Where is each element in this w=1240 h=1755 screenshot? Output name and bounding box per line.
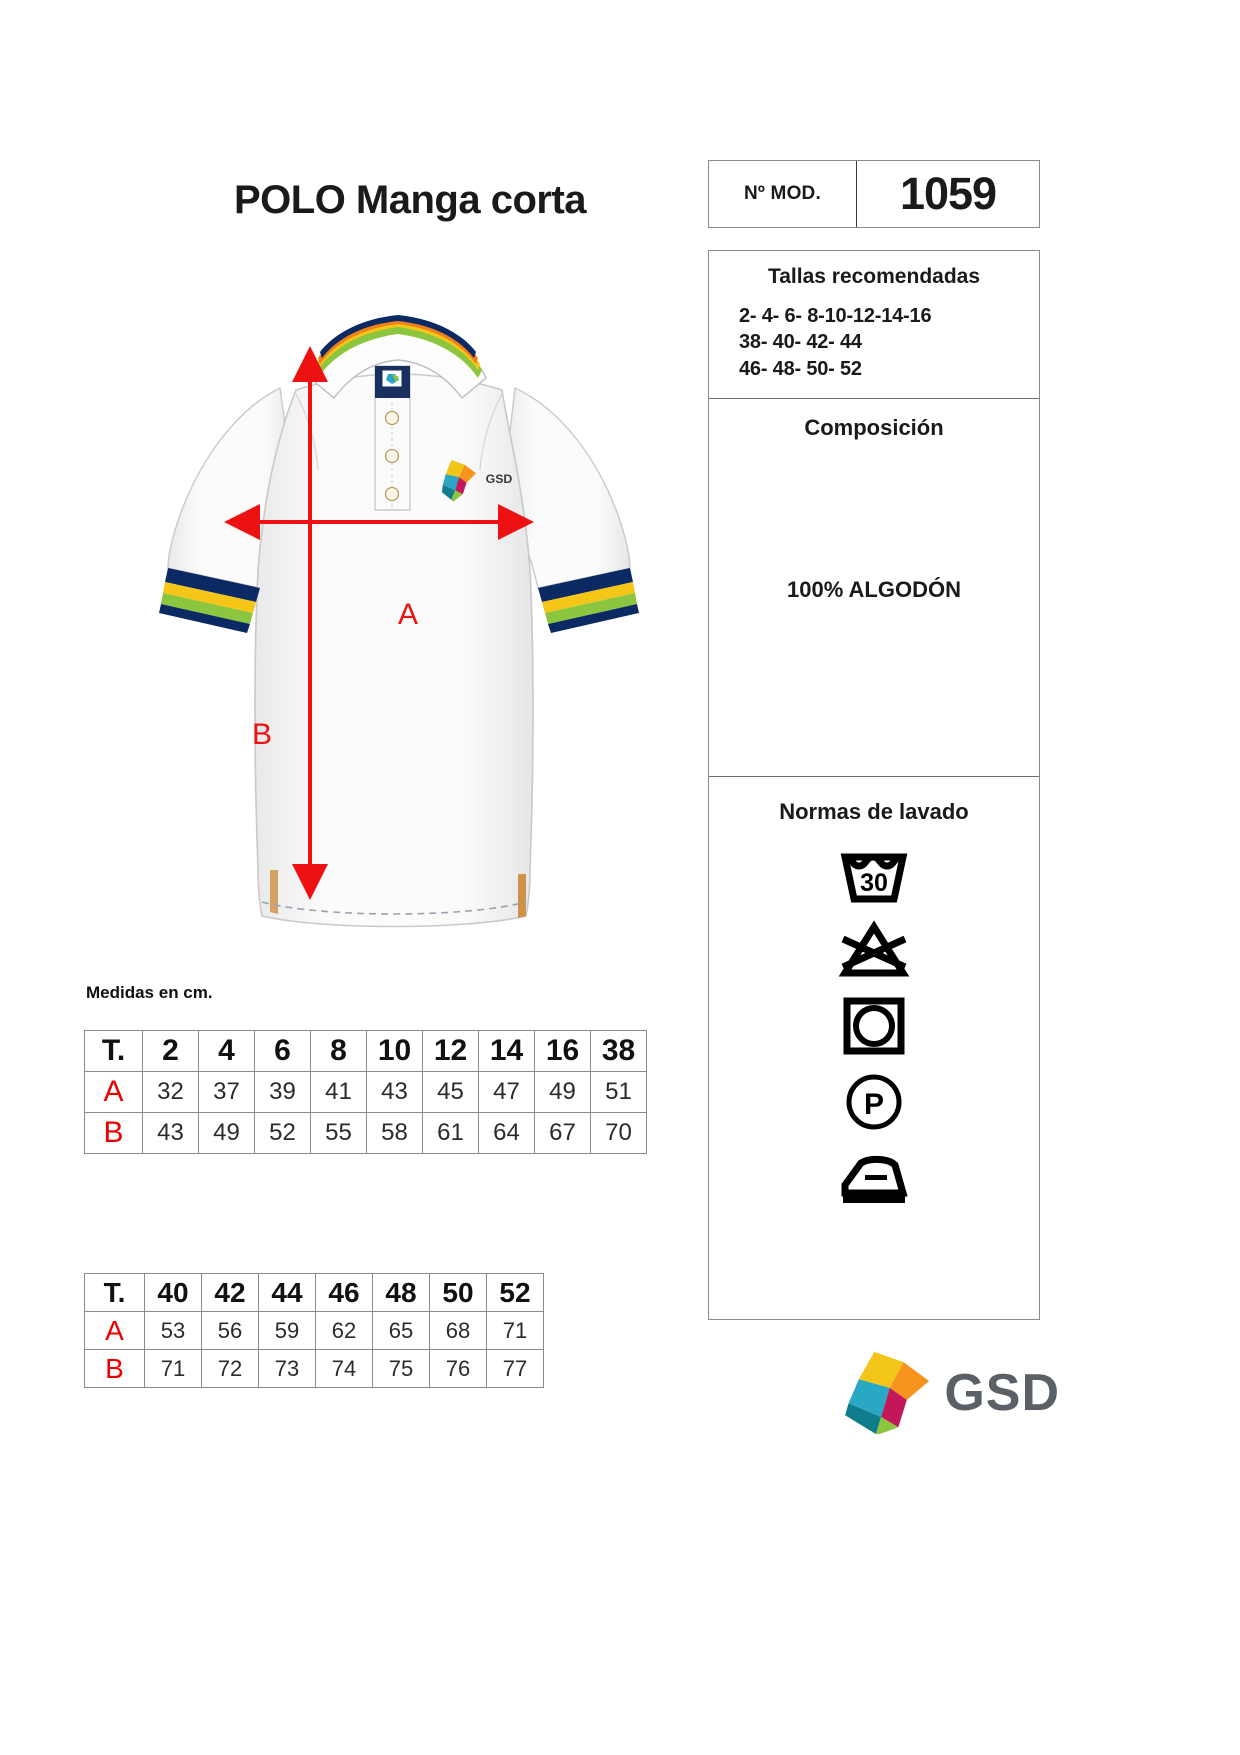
table-cell: 71 xyxy=(487,1312,544,1350)
composition-value: 100% ALGODÓN xyxy=(786,577,961,603)
page-title: POLO Manga corta xyxy=(233,178,587,222)
composition-section xyxy=(709,399,1039,777)
table-cell: 75 xyxy=(373,1350,430,1388)
table-header-cell: 8 xyxy=(311,1031,367,1072)
table-header-cell: T. xyxy=(85,1274,145,1312)
table-cell: 67 xyxy=(535,1113,591,1154)
table-header-cell: 46 xyxy=(316,1274,373,1312)
dry-clean-letter-text: P xyxy=(863,1088,885,1122)
table-cell: 58 xyxy=(367,1113,423,1154)
table-row xyxy=(85,1312,544,1350)
size-table-adults xyxy=(84,1273,544,1388)
table-cell: 65 xyxy=(373,1312,430,1350)
table-header-cell: 40 xyxy=(145,1274,202,1312)
model-number-label: Nº MOD. xyxy=(709,161,857,227)
model-number-value: 1059 xyxy=(899,168,997,219)
table-cell: 45 xyxy=(423,1072,479,1113)
table-header-cell: 2 xyxy=(143,1031,199,1072)
table-header-cell: 14 xyxy=(479,1031,535,1072)
table-cell: 41 xyxy=(311,1072,367,1113)
table-cell: 61 xyxy=(423,1113,479,1154)
table-cell: 59 xyxy=(259,1312,316,1350)
table-header-cell: 38 xyxy=(591,1031,647,1072)
table-header-cell: 6 xyxy=(255,1031,311,1072)
table-row-label: A xyxy=(85,1072,143,1113)
table-cell: 49 xyxy=(535,1072,591,1113)
table-cell: 43 xyxy=(367,1072,423,1113)
table-row xyxy=(85,1113,647,1154)
table-cell: 64 xyxy=(479,1113,535,1154)
recommended-sizes-line: 38- 40- 42- 44 xyxy=(739,331,862,354)
table-cell: 49 xyxy=(199,1113,255,1154)
table-header-cell: 44 xyxy=(259,1274,316,1312)
table-header-cell: 48 xyxy=(373,1274,430,1312)
table-header-cell: 42 xyxy=(202,1274,259,1312)
tumble-dry-icon xyxy=(835,995,913,1057)
table-cell: 55 xyxy=(311,1113,367,1154)
measure-label-b: B xyxy=(252,718,273,751)
table-header-cell: T. xyxy=(85,1031,143,1072)
table-cell: 47 xyxy=(479,1072,535,1113)
table-cell: 71 xyxy=(145,1350,202,1388)
iron-icon xyxy=(835,1147,913,1209)
gsd-logo-mark xyxy=(840,1343,934,1443)
composition-heading: Composición xyxy=(804,415,944,441)
table-row-label: B xyxy=(85,1350,145,1388)
table-header-cell: 52 xyxy=(487,1274,544,1312)
table-cell: 51 xyxy=(591,1072,647,1113)
table-row-label: B xyxy=(85,1113,143,1154)
table-row xyxy=(85,1072,647,1113)
table-cell: 73 xyxy=(259,1350,316,1388)
table-cell: 70 xyxy=(591,1113,647,1154)
table-row xyxy=(85,1350,544,1388)
measurements-note: Medidas en cm. xyxy=(86,983,213,1002)
wash-30-icon xyxy=(835,843,913,905)
table-cell: 76 xyxy=(430,1350,487,1388)
table-cell: 43 xyxy=(143,1113,199,1154)
table-cell: 32 xyxy=(143,1072,199,1113)
size-table-kids xyxy=(84,1030,647,1154)
table-cell: 72 xyxy=(202,1350,259,1388)
table-cell: 56 xyxy=(202,1312,259,1350)
table-cell: 53 xyxy=(145,1312,202,1350)
dry-clean-p-icon xyxy=(835,1071,913,1133)
table-cell: 74 xyxy=(316,1350,373,1388)
table-cell: 37 xyxy=(199,1072,255,1113)
recommended-sizes-line: 2- 4- 6- 8-10-12-14-16 xyxy=(739,305,932,327)
svg-text:GSD: GSD xyxy=(485,471,513,486)
table-cell: 62 xyxy=(316,1312,373,1350)
wash-temperature-text: 30 xyxy=(860,869,888,898)
table-cell: 39 xyxy=(255,1072,311,1113)
model-number-box xyxy=(708,160,1040,228)
measure-label-a: A xyxy=(398,598,419,631)
info-panel xyxy=(708,250,1040,1320)
table-header-cell: 12 xyxy=(423,1031,479,1072)
table-header-cell: 10 xyxy=(367,1031,423,1072)
table-header-cell: 16 xyxy=(535,1031,591,1072)
table-header-cell: 4 xyxy=(199,1031,255,1072)
do-not-bleach-icon xyxy=(835,919,913,981)
table-cell: 77 xyxy=(487,1350,544,1388)
table-row-label: A xyxy=(85,1312,145,1350)
recommended-sizes-section xyxy=(709,251,1039,399)
recommended-sizes-heading: Tallas recomendadas xyxy=(767,265,981,288)
table-header-cell: 50 xyxy=(430,1274,487,1312)
washing-symbols-list xyxy=(709,843,1039,1209)
table-row xyxy=(85,1274,544,1312)
gsd-wordmark: GSD xyxy=(944,1363,1060,1422)
table-cell: 68 xyxy=(430,1312,487,1350)
recommended-sizes-line: 46- 48- 50- 52 xyxy=(739,357,862,380)
table-row xyxy=(85,1031,647,1072)
washing-instructions-heading: Normas de lavado xyxy=(779,799,969,825)
table-cell: 52 xyxy=(255,1113,311,1154)
washing-instructions-section xyxy=(709,777,1039,1319)
gsd-logo xyxy=(840,1340,1060,1445)
